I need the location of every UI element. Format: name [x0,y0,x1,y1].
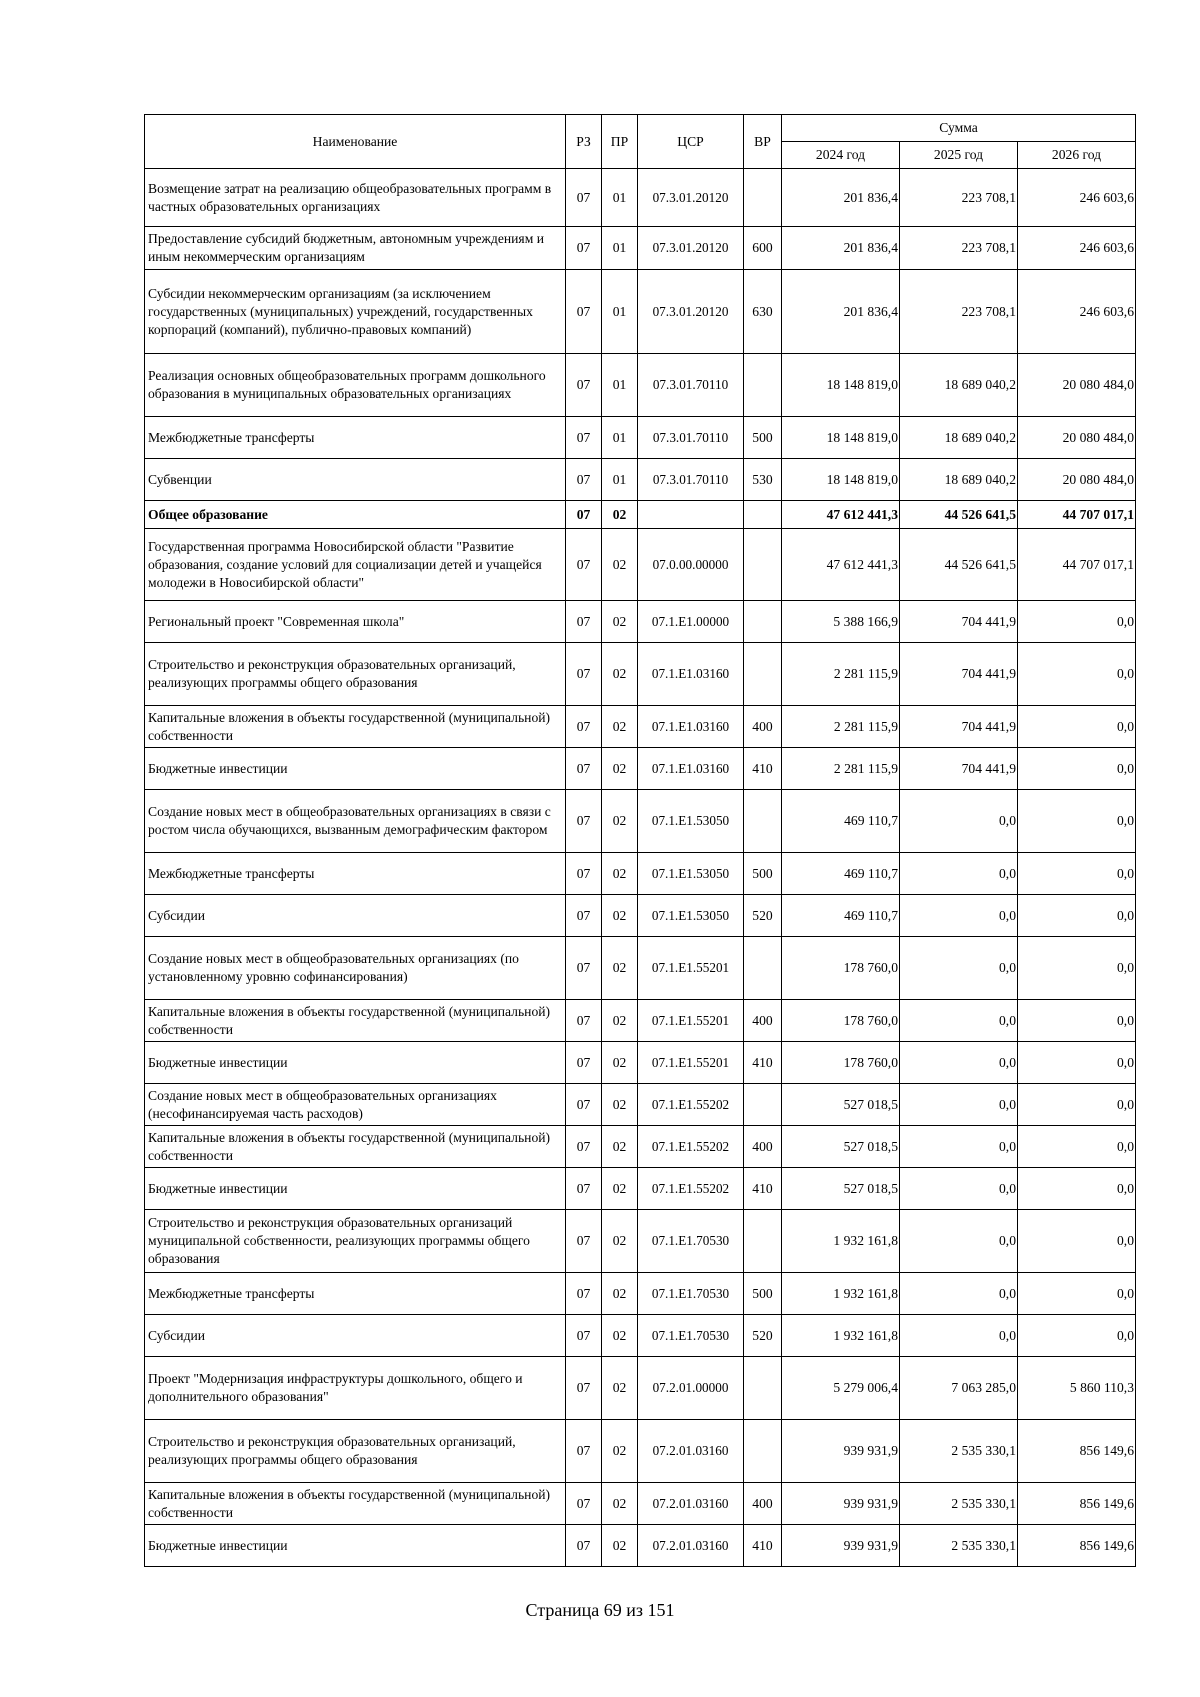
cell-pr: 02 [602,790,638,853]
cell-csr: 07.1.E1.53050 [638,895,744,937]
cell-2026: 0,0 [1018,1315,1136,1357]
cell-name: Бюджетные инвестиции [145,1168,566,1210]
cell-2024: 2 281 115,9 [782,748,900,790]
table-row [145,706,1136,748]
cell-vr: 400 [744,1483,782,1525]
cell-pr: 02 [602,1525,638,1567]
table-row [145,1525,1136,1567]
cell-2025: 0,0 [900,1126,1018,1168]
header-2024: 2024 год [782,142,900,169]
table-row [145,1357,1136,1420]
cell-2025: 704 441,9 [900,643,1018,706]
cell-rz: 07 [566,1273,602,1315]
table-row [145,1168,1136,1210]
cell-vr: 400 [744,1126,782,1168]
cell-pr: 01 [602,270,638,354]
cell-2025: 0,0 [900,853,1018,895]
header-sum: Сумма [782,115,1136,142]
cell-name: Предоставление субсидий бюджетным, автономным учреждениям и иным некоммерческим организациям [145,227,566,270]
cell-2024: 5 279 006,4 [782,1357,900,1420]
cell-csr: 07.2.01.03160 [638,1525,744,1567]
cell-2024: 939 931,9 [782,1483,900,1525]
table-row [145,895,1136,937]
cell-pr: 02 [602,601,638,643]
cell-2026: 0,0 [1018,601,1136,643]
cell-2024: 178 760,0 [782,937,900,1000]
cell-2026: 856 149,6 [1018,1483,1136,1525]
header-2026: 2026 год [1018,142,1136,169]
cell-name: Субсидии [145,1315,566,1357]
cell-name: Капитальные вложения в объекты государственной (муниципальной) собственности [145,1000,566,1042]
cell-rz: 07 [566,706,602,748]
cell-rz: 07 [566,501,602,529]
cell-rz: 07 [566,1525,602,1567]
cell-pr: 02 [602,1126,638,1168]
cell-rz: 07 [566,643,602,706]
header-csr: ЦСР [638,115,744,169]
cell-name: Региональный проект "Современная школа" [145,601,566,643]
cell-2025: 18 689 040,2 [900,459,1018,501]
cell-2026: 20 080 484,0 [1018,417,1136,459]
cell-2025: 7 063 285,0 [900,1357,1018,1420]
cell-2025: 0,0 [900,1084,1018,1126]
header-name: Наименование [145,115,566,169]
cell-2025: 0,0 [900,1273,1018,1315]
cell-rz: 07 [566,270,602,354]
cell-2024: 178 760,0 [782,1000,900,1042]
cell-csr: 07.1.E1.55202 [638,1084,744,1126]
cell-2024: 469 110,7 [782,853,900,895]
table-row [145,1483,1136,1525]
cell-name: Межбюджетные трансферты [145,853,566,895]
cell-2025: 0,0 [900,790,1018,853]
table-row [145,790,1136,853]
cell-2026: 0,0 [1018,643,1136,706]
cell-csr: 07.3.01.70110 [638,459,744,501]
cell-name: Межбюджетные трансферты [145,1273,566,1315]
cell-2026: 0,0 [1018,706,1136,748]
cell-name: Межбюджетные трансферты [145,417,566,459]
cell-pr: 02 [602,706,638,748]
cell-vr [744,1084,782,1126]
cell-pr: 02 [602,748,638,790]
cell-name: Создание новых мест в общеобразовательных организациях в связи с ростом числа обучающихся, вызванным демографическим фактором [145,790,566,853]
cell-name: Проект "Модернизация инфраструктуры дошкольного, общего и дополнительного образования" [145,1357,566,1420]
cell-name: Реализация основных общеобразовательных программ дошкольного образования в муниципальных образовательных организациях [145,354,566,417]
cell-2026: 856 149,6 [1018,1420,1136,1483]
cell-2024: 527 018,5 [782,1168,900,1210]
cell-rz: 07 [566,459,602,501]
cell-pr: 02 [602,1420,638,1483]
cell-2024: 178 760,0 [782,1042,900,1084]
cell-2024: 469 110,7 [782,895,900,937]
cell-rz: 07 [566,1483,602,1525]
cell-vr [744,354,782,417]
cell-vr [744,601,782,643]
cell-vr [744,1210,782,1273]
cell-vr: 400 [744,1000,782,1042]
table-row [145,529,1136,601]
cell-name: Субсидии некоммерческим организациям (за исключением государственных (муниципальных) учреждений, государственных корпораций (компаний), публично-правовых компаний) [145,270,566,354]
cell-pr: 01 [602,417,638,459]
cell-name: Бюджетные инвестиции [145,748,566,790]
cell-vr: 410 [744,748,782,790]
table-row [145,1210,1136,1273]
table-row [145,1042,1136,1084]
cell-2025: 2 535 330,1 [900,1525,1018,1567]
cell-2026: 0,0 [1018,1210,1136,1273]
cell-2025: 18 689 040,2 [900,417,1018,459]
cell-pr: 02 [602,937,638,1000]
table-row [145,227,1136,270]
cell-csr: 07.1.E1.70530 [638,1273,744,1315]
cell-csr: 07.1.E1.03160 [638,748,744,790]
cell-pr: 02 [602,1315,638,1357]
cell-2025: 2 535 330,1 [900,1483,1018,1525]
table-row [145,937,1136,1000]
cell-vr: 410 [744,1168,782,1210]
cell-pr: 02 [602,1042,638,1084]
table-body [145,169,1136,1567]
cell-2025: 704 441,9 [900,601,1018,643]
cell-rz: 07 [566,417,602,459]
cell-2026: 246 603,6 [1018,270,1136,354]
cell-vr: 600 [744,227,782,270]
cell-2026: 44 707 017,1 [1018,529,1136,601]
cell-rz: 07 [566,1000,602,1042]
cell-rz: 07 [566,1420,602,1483]
table-row [145,853,1136,895]
cell-2024: 18 148 819,0 [782,417,900,459]
cell-rz: 07 [566,1126,602,1168]
cell-pr: 02 [602,1000,638,1042]
cell-csr: 07.1.E1.53050 [638,853,744,895]
cell-vr: 400 [744,706,782,748]
cell-vr [744,529,782,601]
cell-2025: 0,0 [900,1210,1018,1273]
cell-2025: 0,0 [900,1315,1018,1357]
cell-2025: 0,0 [900,1000,1018,1042]
cell-csr: 07.2.01.03160 [638,1420,744,1483]
cell-2024: 527 018,5 [782,1126,900,1168]
cell-2024: 47 612 441,3 [782,501,900,529]
cell-name: Создание новых мест в общеобразовательных организациях (несофинансируемая часть расходов) [145,1084,566,1126]
header-rz: РЗ [566,115,602,169]
cell-2025: 704 441,9 [900,706,1018,748]
cell-2026: 0,0 [1018,748,1136,790]
cell-2025: 0,0 [900,1042,1018,1084]
cell-2024: 2 281 115,9 [782,643,900,706]
cell-2024: 469 110,7 [782,790,900,853]
cell-2024: 47 612 441,3 [782,529,900,601]
cell-rz: 07 [566,227,602,270]
cell-2025: 2 535 330,1 [900,1420,1018,1483]
cell-2024: 939 931,9 [782,1420,900,1483]
cell-2025: 223 708,1 [900,169,1018,227]
cell-vr [744,1357,782,1420]
cell-name: Строительство и реконструкция образовательных организаций, реализующих программы общего образования [145,1420,566,1483]
cell-pr: 02 [602,1084,638,1126]
cell-2024: 18 148 819,0 [782,459,900,501]
cell-pr: 02 [602,1210,638,1273]
cell-csr: 07.2.01.00000 [638,1357,744,1420]
budget-table [144,114,1136,1567]
cell-rz: 07 [566,895,602,937]
cell-vr [744,1420,782,1483]
cell-2026: 246 603,6 [1018,227,1136,270]
cell-rz: 07 [566,1168,602,1210]
table-row [145,748,1136,790]
cell-2024: 201 836,4 [782,169,900,227]
table-row [145,169,1136,227]
cell-2026: 20 080 484,0 [1018,459,1136,501]
cell-vr [744,937,782,1000]
cell-2025: 0,0 [900,1168,1018,1210]
table-row [145,1315,1136,1357]
cell-csr: 07.1.E1.53050 [638,790,744,853]
cell-rz: 07 [566,1084,602,1126]
table-row [145,417,1136,459]
cell-2026: 0,0 [1018,853,1136,895]
cell-2026: 0,0 [1018,1273,1136,1315]
cell-name: Субсидии [145,895,566,937]
cell-rz: 07 [566,169,602,227]
cell-rz: 07 [566,853,602,895]
cell-2024: 1 932 161,8 [782,1273,900,1315]
cell-csr: 07.1.E1.55201 [638,937,744,1000]
cell-2024: 1 932 161,8 [782,1315,900,1357]
cell-2025: 704 441,9 [900,748,1018,790]
cell-2026: 0,0 [1018,1000,1136,1042]
cell-2024: 2 281 115,9 [782,706,900,748]
cell-csr [638,501,744,529]
cell-vr: 500 [744,417,782,459]
cell-2025: 223 708,1 [900,227,1018,270]
cell-2025: 0,0 [900,895,1018,937]
cell-pr: 01 [602,459,638,501]
cell-vr: 630 [744,270,782,354]
cell-rz: 07 [566,1315,602,1357]
table-row [145,643,1136,706]
cell-2024: 939 931,9 [782,1525,900,1567]
cell-vr: 520 [744,895,782,937]
cell-2026: 44 707 017,1 [1018,501,1136,529]
cell-name: Капитальные вложения в объекты государственной (муниципальной) собственности [145,1483,566,1525]
cell-pr: 02 [602,1273,638,1315]
cell-vr [744,501,782,529]
table-row [145,1000,1136,1042]
cell-name: Субвенции [145,459,566,501]
cell-csr: 07.1.E1.55202 [638,1126,744,1168]
cell-rz: 07 [566,937,602,1000]
cell-pr: 02 [602,501,638,529]
cell-csr: 07.1.E1.03160 [638,706,744,748]
cell-vr: 500 [744,853,782,895]
cell-pr: 01 [602,169,638,227]
cell-rz: 07 [566,1042,602,1084]
cell-2026: 0,0 [1018,937,1136,1000]
cell-csr: 07.3.01.20120 [638,169,744,227]
cell-csr: 07.3.01.70110 [638,417,744,459]
cell-2026: 5 860 110,3 [1018,1357,1136,1420]
cell-csr: 07.1.E1.55201 [638,1042,744,1084]
cell-csr: 07.1.E1.70530 [638,1210,744,1273]
cell-pr: 02 [602,1168,638,1210]
cell-2026: 0,0 [1018,895,1136,937]
cell-rz: 07 [566,1210,602,1273]
cell-csr: 07.1.E1.03160 [638,643,744,706]
cell-name: Капитальные вложения в объекты государственной (муниципальной) собственности [145,706,566,748]
cell-csr: 07.1.E1.55201 [638,1000,744,1042]
table-row [145,601,1136,643]
cell-name: Бюджетные инвестиции [145,1525,566,1567]
cell-rz: 07 [566,601,602,643]
cell-csr: 07.3.01.20120 [638,270,744,354]
table-row [145,1084,1136,1126]
cell-csr: 07.2.01.03160 [638,1483,744,1525]
cell-2025: 44 526 641,5 [900,529,1018,601]
cell-2026: 20 080 484,0 [1018,354,1136,417]
cell-2026: 0,0 [1018,1126,1136,1168]
cell-vr: 520 [744,1315,782,1357]
cell-pr: 02 [602,1483,638,1525]
cell-2024: 201 836,4 [782,270,900,354]
cell-2025: 223 708,1 [900,270,1018,354]
cell-rz: 07 [566,1357,602,1420]
cell-vr: 500 [744,1273,782,1315]
cell-vr: 410 [744,1525,782,1567]
cell-2026: 246 603,6 [1018,169,1136,227]
cell-rz: 07 [566,790,602,853]
cell-pr: 01 [602,227,638,270]
table-row [145,1273,1136,1315]
cell-csr: 07.1.E1.55202 [638,1168,744,1210]
cell-vr: 410 [744,1042,782,1084]
header-pr: ПР [602,115,638,169]
cell-pr: 01 [602,354,638,417]
cell-pr: 02 [602,895,638,937]
cell-2024: 1 932 161,8 [782,1210,900,1273]
cell-csr: 07.0.00.00000 [638,529,744,601]
cell-name: Возмещение затрат на реализацию общеобразовательных программ в частных образовательных организациях [145,169,566,227]
table-row [145,1126,1136,1168]
cell-2026: 856 149,6 [1018,1525,1136,1567]
cell-name: Строительство и реконструкция образовательных организаций муниципальной собственности, реализующих программы общего образования [145,1210,566,1273]
table-row [145,354,1136,417]
cell-2025: 18 689 040,2 [900,354,1018,417]
header-2025: 2025 год [900,142,1018,169]
table-row [145,501,1136,529]
cell-vr: 530 [744,459,782,501]
cell-pr: 02 [602,643,638,706]
cell-name: Капитальные вложения в объекты государственной (муниципальной) собственности [145,1126,566,1168]
cell-name: Создание новых мест в общеобразовательных организациях (по установленному уровню софинансирования) [145,937,566,1000]
cell-2026: 0,0 [1018,1042,1136,1084]
cell-name: Строительство и реконструкция образовательных организаций, реализующих программы общего образования [145,643,566,706]
page-number: Страница 69 из 151 [525,1600,675,1620]
cell-rz: 07 [566,354,602,417]
table-header [145,115,1136,169]
cell-csr: 07.1.E1.70530 [638,1315,744,1357]
cell-vr [744,790,782,853]
cell-vr [744,643,782,706]
cell-csr: 07.1.E1.00000 [638,601,744,643]
cell-pr: 02 [602,529,638,601]
cell-2026: 0,0 [1018,1084,1136,1126]
cell-rz: 07 [566,748,602,790]
cell-pr: 02 [602,1357,638,1420]
cell-2026: 0,0 [1018,1168,1136,1210]
table-row [145,270,1136,354]
cell-2024: 18 148 819,0 [782,354,900,417]
table-row [145,459,1136,501]
cell-pr: 02 [602,853,638,895]
cell-csr: 07.3.01.20120 [638,227,744,270]
cell-csr: 07.3.01.70110 [638,354,744,417]
cell-2024: 201 836,4 [782,227,900,270]
cell-name: Общее образование [145,501,566,529]
cell-name: Бюджетные инвестиции [145,1042,566,1084]
cell-rz: 07 [566,529,602,601]
cell-2025: 0,0 [900,937,1018,1000]
cell-vr [744,169,782,227]
header-vr: ВР [744,115,782,169]
table-row [145,1420,1136,1483]
cell-2024: 5 388 166,9 [782,601,900,643]
cell-2024: 527 018,5 [782,1084,900,1126]
cell-2026: 0,0 [1018,790,1136,853]
cell-2025: 44 526 641,5 [900,501,1018,529]
cell-name: Государственная программа Новосибирской области "Развитие образования, создание условий для социализации детей и учащейся молодежи в Новосибирской области" [145,529,566,601]
